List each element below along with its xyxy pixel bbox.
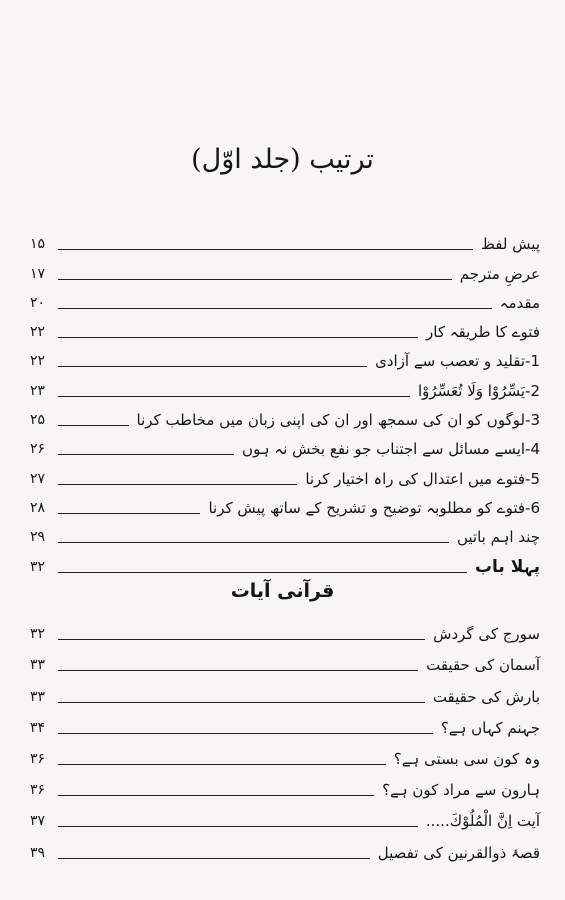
toc-entry-title: قصۂ ذوالقرنین کی تفصیل (377, 843, 540, 862)
toc-entry-page: ۲۷ (30, 470, 46, 487)
toc-entry-title: پیش لفظ (481, 235, 540, 254)
toc-entry-page: ۱۷ (30, 265, 46, 282)
toc-entry-title: 5-فتوے میں اعتدال کی راہ اختیار کرنا (305, 469, 540, 488)
toc-entry[interactable] (30, 402, 540, 431)
toc-entry-page: ۲۵ (30, 412, 46, 429)
toc-entry-title: پہلا باب (474, 556, 540, 577)
toc-entry-page: ۲۶ (30, 441, 46, 458)
toc-entry[interactable] (30, 255, 540, 284)
toc-entry-page: ۳۳ (30, 657, 46, 674)
toc-entry-page: ۱۵ (30, 236, 46, 253)
toc-entry[interactable] (30, 372, 540, 401)
leader-line (58, 396, 410, 397)
toc-entry[interactable] (30, 343, 540, 372)
leader-line (58, 308, 492, 309)
leader-line (58, 425, 129, 426)
toc-entry-page: ۳۲ (30, 558, 46, 575)
leader-line (58, 670, 418, 671)
toc-entry-page: ۲۹ (30, 529, 46, 546)
toc-entry[interactable] (30, 770, 540, 801)
toc-entry-page: ۲۲ (30, 324, 46, 341)
toc-entry-title: جہنم کہاں ہے؟ (440, 718, 540, 737)
toc-entry-title: وہ کون سی بستی ہے؟ (393, 749, 540, 768)
toc-entry[interactable] (30, 801, 540, 832)
toc-entry[interactable] (30, 832, 540, 863)
toc-list-bottom (30, 614, 540, 864)
toc-entry-title: چند اہم باتیں (456, 528, 540, 547)
toc-entry[interactable] (30, 739, 540, 770)
leader-line (58, 337, 418, 338)
leader-line (58, 484, 297, 485)
toc-entry-page: ۳۲ (30, 626, 46, 643)
toc-entry-page: ۳۷ (30, 813, 46, 830)
toc-entry-page: ۳۳ (30, 688, 46, 705)
toc-entry-chapter[interactable] (30, 548, 540, 577)
toc-entry-title: عرضِ مترجم (459, 264, 540, 283)
toc-entry-title: 4-ایسے مسائل سے اجتناب جو نفع بخش نہ ہوں (242, 440, 540, 459)
leader-line (58, 733, 433, 734)
toc-entry[interactable] (30, 614, 540, 645)
leader-line (58, 279, 452, 280)
toc-entry-page: ۲۸ (30, 499, 46, 516)
toc-entry-page: ۳۴ (30, 719, 46, 736)
leader-line (58, 858, 370, 859)
toc-entry[interactable] (30, 708, 540, 739)
leader-line (58, 249, 473, 250)
leader-line (58, 764, 386, 765)
page-title: ترتیب (جلد اوّل) (191, 144, 374, 175)
toc-entry-title: ہارون سے مراد کون ہے؟ (382, 781, 540, 800)
toc-entry-title: مقدمہ (499, 293, 540, 312)
leader-line (58, 795, 374, 796)
toc-entry-title: آیت اِنَّ الْمُلُوْكَ..... (425, 812, 540, 831)
toc-entry-title: 6-فتوے کو مطلوبہ توضیح و تشریح کے ساتھ پیش کرنا (208, 498, 540, 517)
toc-entry-title: 3-لوگوں کو ان کی سمجھ اور ان کی اپنی زبان میں مخاطب کرنا (136, 411, 540, 430)
toc-entry-page: ۲۲ (30, 353, 46, 370)
toc-entry-title: 1-تقلید و تعصب سے آزادی (375, 352, 540, 371)
leader-line (58, 454, 234, 455)
toc-entry-page: ۳۹ (30, 844, 46, 861)
toc-entry-title: آسمان کی حقیقت (426, 656, 540, 675)
toc-entry[interactable] (30, 314, 540, 343)
leader-line (58, 639, 425, 640)
toc-entry-title: بارش کی حقیقت (432, 687, 540, 706)
toc-entry[interactable] (30, 460, 540, 489)
toc-entry[interactable] (30, 676, 540, 707)
toc-entry-page: ۳۶ (30, 782, 46, 799)
leader-line (58, 366, 367, 367)
leader-line (58, 702, 425, 703)
leader-line (58, 572, 467, 573)
toc-entry[interactable] (30, 431, 540, 460)
toc-entry-page: ۳۶ (30, 750, 46, 767)
toc-entry[interactable] (30, 645, 540, 676)
toc-entry-title: 2-یَسِّرُوْا وَلَا تُعَسِّرُوْا (417, 381, 540, 400)
toc-entry-page: ۲۳ (30, 382, 46, 399)
section-heading: قرآنی آیات (230, 580, 335, 602)
leader-line (58, 513, 200, 514)
toc-entry-title: فتوے کا طریقہ کار (426, 323, 540, 342)
leader-line (58, 542, 449, 543)
toc-entry[interactable] (30, 519, 540, 548)
toc-entry[interactable] (30, 285, 540, 314)
toc-entry-page: ۲۰ (30, 294, 46, 311)
toc-entry[interactable] (30, 490, 540, 519)
toc-list-top (30, 226, 540, 578)
leader-line (58, 826, 418, 827)
toc-entry[interactable] (30, 226, 540, 255)
toc-entry-title: سورج کی گردش (433, 625, 540, 644)
